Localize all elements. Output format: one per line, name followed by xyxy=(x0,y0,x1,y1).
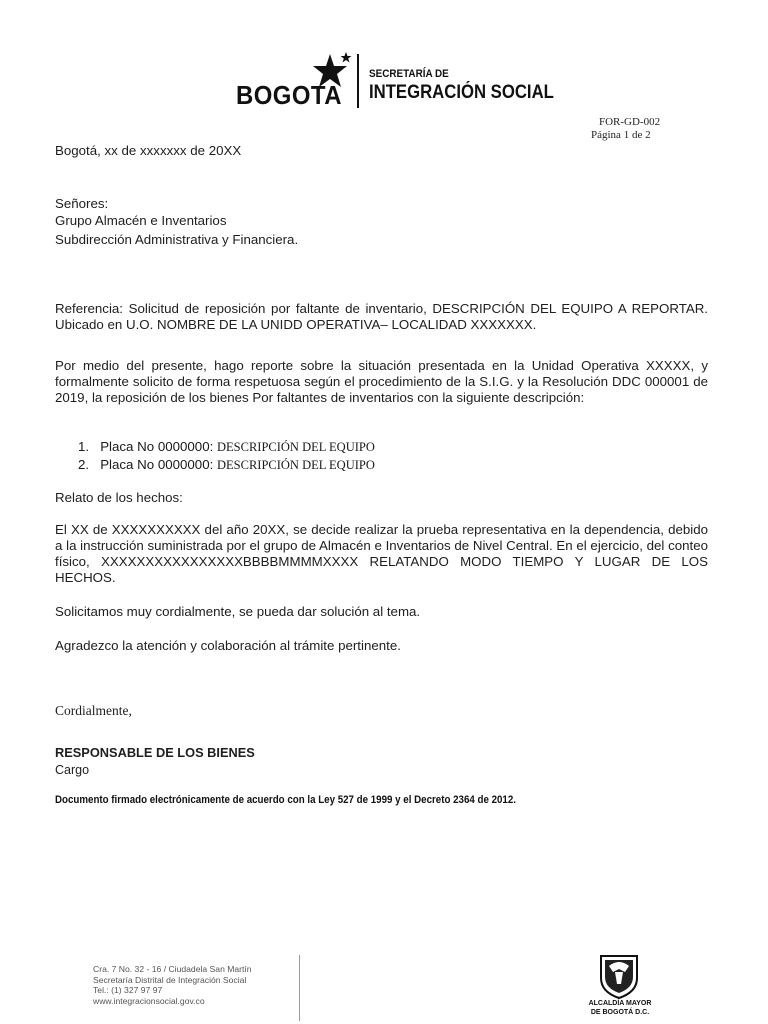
alcaldia-line1: ALCALDÍA MAYOR xyxy=(588,1000,652,1007)
alcaldia-line2: DE BOGOTÁ D.C. xyxy=(590,1008,650,1016)
signer-name: RESPONSABLE DE LOS BIENES xyxy=(55,745,255,760)
logo-divider xyxy=(357,54,359,108)
logo-secretaria-text: SECRETARÍA DE xyxy=(369,68,449,80)
recipient-group: Grupo Almacén e Inventarios xyxy=(55,213,227,228)
legal-note: Documento firmado electrónicamente de acuerdo con la Ley 527 de 1999 y el Decreto 2364 de 2012. xyxy=(55,794,516,806)
list-item xyxy=(78,439,375,455)
closing: Cordialmente, xyxy=(55,703,132,718)
thanks-paragraph: Agradezco la atención y colaboración al trámite pertinente. xyxy=(55,638,401,653)
page-info: Página 1 de 2 xyxy=(591,129,651,141)
intro-paragraph: Por medio del presente, hago reporte sobre la situación presentada en la Unidad Operativa XXXXX, y formalmente solicito de forma respetuosa según el procedimiento de la S.I.G. y la Resolución DDC 000001 de 2019, la reposición de los bienes Por faltantes de inventarios con la siguiente descripción: xyxy=(55,358,708,405)
logo-integracion-text: INTEGRACIÓN SOCIAL xyxy=(369,82,554,103)
footer-contact xyxy=(93,964,252,1006)
facts-paragraph: El XX de XXXXXXXXXX del año 20XX, se decide realizar la prueba representativa en la dependencia, debido a la instrucción suministrada por el grupo de Almacén e Inventarios de Nivel Central. En el ejercicio, del conteo físico, XXXXXXXXXXXXXXXXBBBBMMMMXXXX RELATANDO MODO TIEMPO Y LUGAR DE LOS HECHOS. xyxy=(55,522,708,585)
list-item-number: 1. xyxy=(78,439,90,454)
request-paragraph: Solicitamos muy cordialmente, se pueda dar solución al tema. xyxy=(55,604,421,619)
header-logo xyxy=(236,52,554,110)
footer-address: Cra. 7 No. 32 - 16 / Ciudadela San Martín xyxy=(93,964,252,974)
star-icon xyxy=(308,52,352,92)
list-item xyxy=(78,457,375,473)
alcaldia-label xyxy=(580,1000,660,1017)
footer-entity: Secretaría Distrital de Integración Social xyxy=(93,974,247,985)
coat-of-arms-icon xyxy=(597,952,641,1000)
footer-phone: Tel.: (1) 327 97 97 xyxy=(93,985,163,996)
footer-website[interactable]: www.integracionsocial.gov.co xyxy=(93,995,205,1006)
form-code-block xyxy=(591,116,661,142)
form-code: FOR-GD-002 xyxy=(599,116,661,128)
salutation: Señores: xyxy=(55,196,109,211)
recipient-unit: Subdirección Administrativa y Financiera. xyxy=(55,232,299,247)
footer-divider xyxy=(299,955,300,1021)
date-line: Bogotá, xx de xxxxxxx de 20XX xyxy=(55,143,242,158)
list-item-description: DESCRIPCIÓN DEL EQUIPO xyxy=(217,458,375,472)
list-item-placa: Placa No 0000000: xyxy=(100,439,214,454)
list-item-placa: Placa No 0000000: xyxy=(100,457,214,472)
list-item-description: DESCRIPCIÓN DEL EQUIPO xyxy=(217,440,375,454)
signer-role: Cargo xyxy=(55,763,90,777)
list-item-number: 2. xyxy=(78,457,90,472)
reference-paragraph: Referencia: Solicitud de reposición por faltante de inventario, DESCRIPCIÓN DEL EQUIPO A REPORTAR. Ubicado en U.O. NOMBRE DE LA UNIDD OPERATIVA– LOCALIDAD XXXXXXX. xyxy=(55,301,708,332)
logo-bogota-text: BOGOTA xyxy=(236,80,342,110)
facts-heading: Relato de los hechos: xyxy=(55,490,183,505)
